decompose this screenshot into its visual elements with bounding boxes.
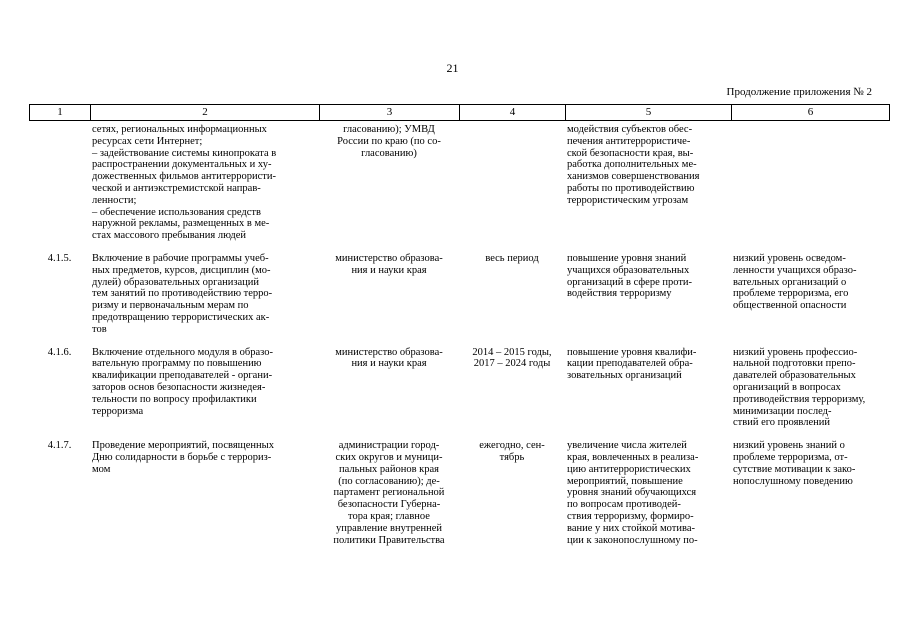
result-cell: повышение уровня квалифи- кации преподавателей обра- зовательных организаций (567, 346, 697, 382)
problem-cell: низкий уровень профессио- нальной подготовки препо- давателей образовательных организаций в вопросах противодействия терроризму, минимизации послед- ствий его проявлений (733, 346, 866, 429)
problem-cell: низкий уровень знаний о проблеме терроризма, от- сутствие мотивации к зако- нопослушному поведению (733, 440, 856, 487)
executor-cell: министерство образова- ния и науки края (335, 252, 443, 276)
row-number (29, 124, 90, 253)
period-cell: ежегодно, сен- тябрь (479, 440, 545, 463)
table-row (29, 440, 889, 546)
measure-cell: сетях, региональных информационных ресурсах сети Интернет; – задействование системы кинопроката в распространении документальных и ху- дожественных фильмов антитеррористи- ческой и антиэкстремистской направ- ленности; – обеспечение использования средств наружной рекламы, размещенных в ме- стах массового пребывания людей (92, 124, 277, 242)
row-number: 4.1.5. (47, 252, 72, 264)
measures-table (29, 124, 889, 546)
column-header-row (30, 105, 890, 121)
row-number: 4.1.7. (47, 440, 72, 452)
result-cell: модействия субъектов обес- печения антитеррористиче- ской безопасности края, вы- работка дополнительных ме- ханизмов совершенствования работы по противодействию террористическим угрозам (567, 124, 700, 206)
result-cell: повышение уровня знаний учащихся образовательных организаций в сфере проти- водействия терроризму (567, 252, 693, 300)
problem-cell: низкий уровень осведом- ленности учащихся образо- вательных организаций о проблеме терроризма, его общественной опасности (733, 252, 857, 312)
column-header-4: 4 (460, 105, 566, 121)
continuation-note: Продолжение приложения № 2 (726, 86, 872, 98)
table-row (29, 347, 889, 441)
result-cell: увеличение числа жителей края, вовлеченных в реализа- цию антитеррористических мероприятий, повышение уровня знаний обучающихся по вопросам противодей- ствия терроризму, формиро- вание у них стойкой мотива- ции к законопослушному по- (567, 440, 699, 546)
period-cell (459, 124, 565, 253)
column-header-1: 1 (30, 105, 91, 121)
column-header-3: 3 (320, 105, 460, 121)
table-row (29, 124, 889, 253)
problem-cell (731, 124, 889, 253)
page-number: 21 (446, 61, 459, 75)
measure-cell: Включение в рабочие программы учеб- ных предметов, курсов, дисциплин (мо- дулей) образовательных организаций тем занятий по противодействию терро- ризму и первоначальным мерам по предотвращению террористических ак- тов (92, 252, 273, 335)
period-cell: 2014 – 2015 годы, 2017 – 2024 годы (472, 346, 552, 370)
column-header-5: 5 (566, 105, 732, 121)
measure-cell: Проведение мероприятий, посвященных Дню солидарности в борьбе с террориз- мом (92, 440, 274, 475)
executor-cell: министерство образова- ния и науки края (335, 346, 443, 370)
column-header-table (29, 104, 890, 121)
column-header-6: 6 (732, 105, 890, 121)
period-cell: весь период (485, 252, 539, 264)
column-header-2: 2 (91, 105, 320, 121)
measure-cell: Включение отдельного модуля в образо- вательную программу по повышению квалификации преподавателей - органи- заторов основ безопасности жизнедея- тельности по вопросу профилактики терроризма (92, 346, 273, 417)
row-number: 4.1.6. (47, 346, 72, 358)
table-row (29, 253, 889, 347)
executor-cell: администрации город- ских округов и муници- пальных районов края (по согласованию); де- партамент региональной безопасности Губерна- тора края; главное управление внутренней политики Правительства (333, 440, 445, 546)
executor-cell: гласованию); УМВД России по краю (по со- гласованию) (337, 124, 441, 159)
